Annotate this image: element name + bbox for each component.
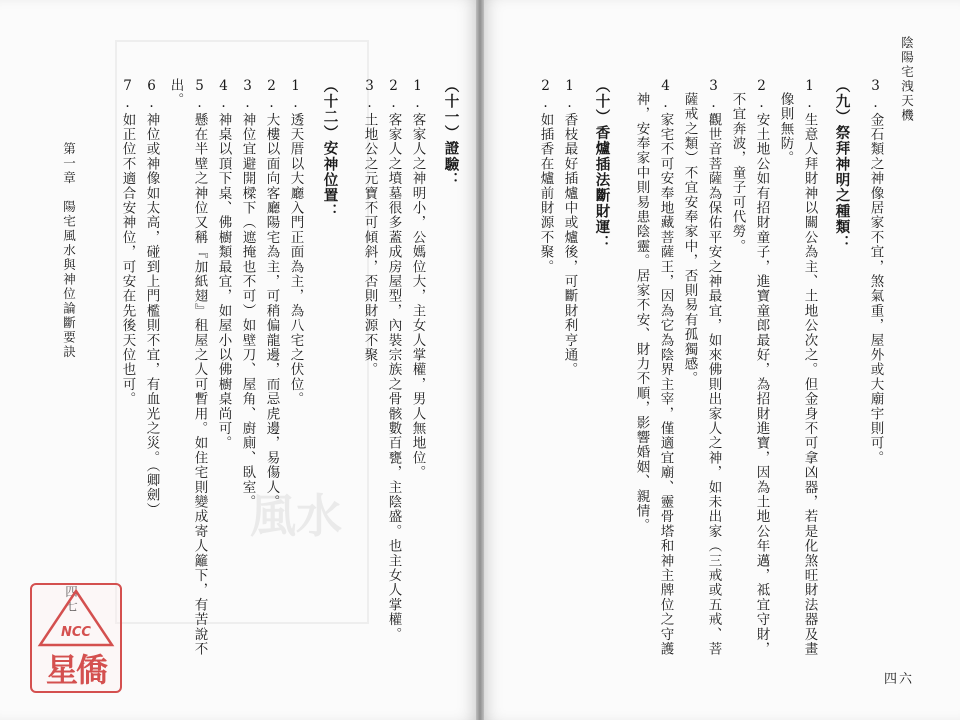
book-gutter [476, 0, 484, 720]
section-11-heading: （十一）證驗： [442, 78, 460, 188]
section-10-heading: （十）香爐插法斷財運： [593, 78, 611, 251]
section-10-item-2: 2.如插香在爐前財源不聚。 [537, 78, 554, 275]
page-number: 四六 [884, 672, 915, 687]
section-9-item-2-continued: 不宜奔波，童子可代勞。 [729, 92, 746, 254]
section-9-item-3: 3.觀世音菩薩為保佑平安之神最宜，如來佛則出家人之神，如未出家（三戒或五戒、菩 [705, 78, 722, 657]
section-12-item-6: 6.神位或神像如太高，碰到上門檻則不宜，有血光之災。（卿劍） [143, 78, 160, 518]
section-9-item-4: 4.家宅不可安奉地藏菩薩王，因為它為陰界主宰，僅適宜廟、靈骨塔和神主牌位之守護 [657, 78, 674, 657]
section-12-item-4: 4.神桌以頂下桌、佛櫥類最宜，如屋小以佛櫥桌尚可。 [215, 78, 232, 451]
stamp-latin-text: NCC [61, 625, 91, 640]
section-9-item-3-continued: 薩戒之類）不宜安奉家中，否則易有孤獨感。 [681, 92, 698, 386]
section-12-item-5: 5.懸在半壁之神位又稱『加紙翅』租屋之人可暫用。如住宅則變成寄人籬下，有苦說不 [191, 78, 208, 657]
section-9-item-1-continued: 像則無防。 [777, 92, 794, 166]
section-11-item-1: 1.客家人之神明小，公媽位大，主女人掌權，男人無地位。 [409, 78, 426, 480]
page-number: 四七 [63, 585, 79, 614]
section-12-item-1: 1.透天厝以大廳入門正面為主，為八宅之伏位。 [287, 78, 304, 407]
section-10-item-1: 1.香枝最好插爐中或爐後，可斷財利亨通。 [561, 78, 578, 377]
left-page [0, 0, 476, 720]
section-12-item-5-continued: 出。 [167, 78, 184, 108]
book-header: 陰陽宅洩天機 [899, 36, 915, 123]
chapter-footer: 第一章 陽宅風水與神位論斷要訣 [61, 142, 77, 360]
section-9-item-1: 1.生意人拜財神以關公為主、土地公次之。但金身不可拿凶器，若是化煞旺財法器及畫 [801, 78, 818, 657]
section-12-heading: （十二）安神位置： [321, 78, 339, 220]
intro-item-3: 3.金石類之神像居家不宜，煞氣重，屋外或大廟宇則可。 [867, 78, 884, 466]
ncc-stamp [30, 583, 122, 693]
section-11-item-2: 2.客家人之墳墓很多蓋成房屋型，內裝宗族之骨骸數百甕，主陰盛。也主女人掌權。 [385, 78, 402, 642]
section-9-heading: （九）祭拜神明之種類： [833, 78, 851, 251]
section-12-item-7: 7.如正位不適合安神位，可安在先後天位也可。 [119, 78, 136, 407]
right-page [484, 0, 960, 720]
section-12-item-2: 2.大樓以面向客廳陽宅為主，可稍偏龍邊，而忌虎邊，易傷人。 [263, 78, 280, 510]
section-11-item-3: 3.土地公之元寶不可傾斜，否則財源不聚。 [361, 78, 378, 377]
section-9-item-2: 2.安土地公如有招財童子，進寶童郎最好，為招財進寶，因為土地公年邁，祗宜守財， [753, 78, 770, 657]
section-12-item-3: 3.神位宜避開樑下（遮掩也不可）如壁刀、屋角、廚廁、臥室。 [239, 78, 256, 510]
bleed-through-text: 風水 [250, 489, 342, 543]
stamp-name-text: 星僑 [45, 651, 106, 689]
section-9-item-4-continued: 神，安奉家中則易患陰靈。居家不安、財力不順，影響婚姻、親情。 [633, 92, 650, 533]
